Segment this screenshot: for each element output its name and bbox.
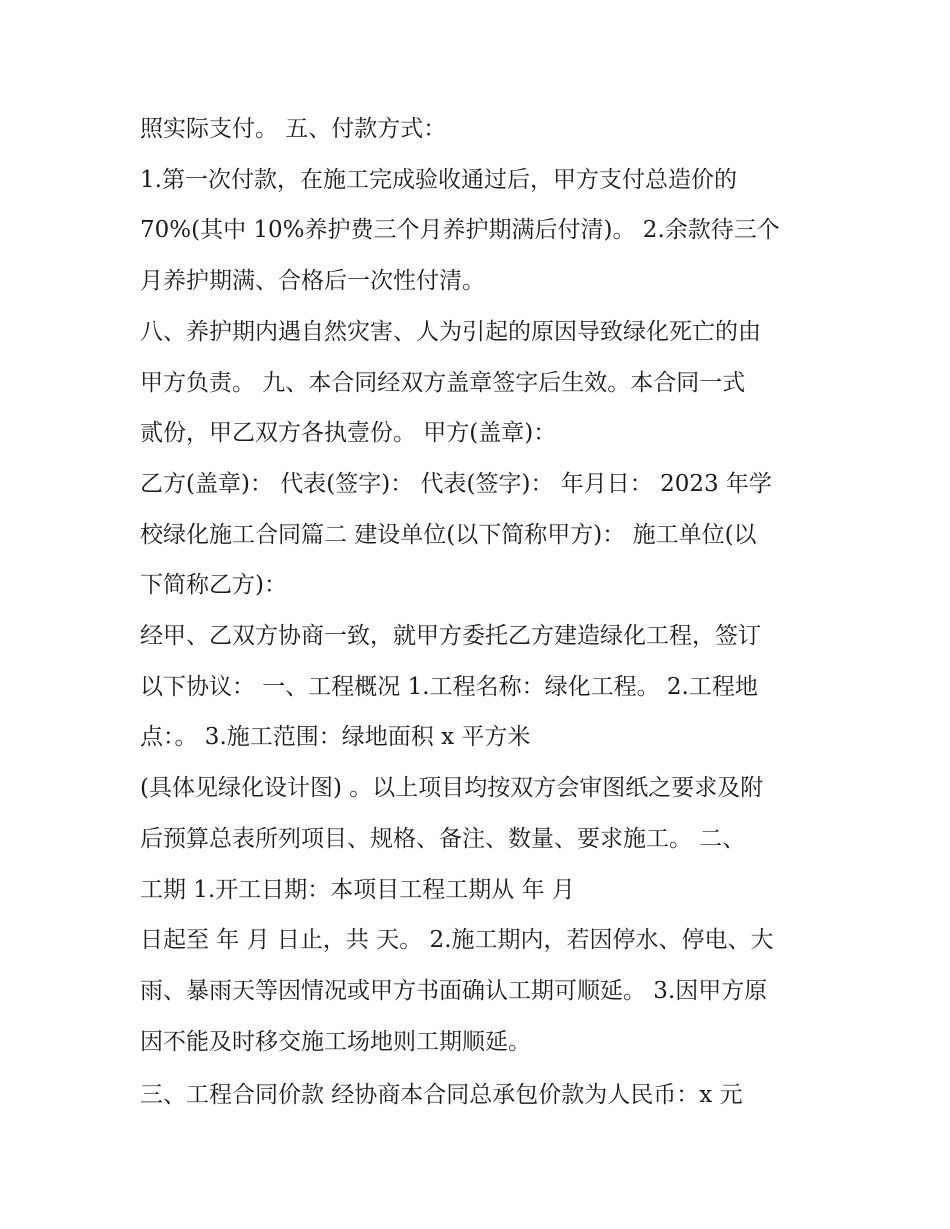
text-line: 校绿化施工合同篇二 建设单位(以下简称甲方)： 施工单位(以 bbox=[140, 522, 757, 548]
text-line: 经甲、乙双方协商一致，就甲方委托乙方建造绿化工程，签订 bbox=[140, 623, 761, 649]
text-line: 贰份，甲乙双方各执壹份。 甲方(盖章)： bbox=[140, 420, 557, 446]
text-line: 70%(其中 10%养护费三个月养护期满后付清)。 2.余款待三个 bbox=[140, 217, 780, 243]
text-line: 1.第一次付款，在施工完成验收通过后，甲方支付总造价的 bbox=[140, 167, 737, 193]
text-line: 三、工程合同价款 经协商本合同总承包价款为人民币：x 元 bbox=[140, 1082, 743, 1108]
text-line: 雨、暴雨天等因情况或甲方书面确认工期可顺延。 3.因甲方原 bbox=[140, 978, 768, 1004]
text-line: 乙方(盖章)： 代表(签字)： 代表(签字)： 年月日： 2023 年学 bbox=[140, 471, 772, 497]
text-line: 月养护期满、合格后一次性付清。 bbox=[140, 268, 485, 294]
text-line: 后预算总表所列项目、规格、备注、数量、要求施工。 二、 bbox=[140, 826, 746, 852]
text-line: 甲方负责。 九、本合同经双方盖章签字后生效。本合同一式 bbox=[140, 370, 746, 396]
text-line: 日起至 年 月 日止，共 天。 2.施工期内，若因停水、停电、大 bbox=[140, 927, 774, 953]
text-line: 八、养护期内遇自然灾害、人为引起的原因导致绿化死亡的由 bbox=[140, 319, 761, 345]
text-line: 点：。 3.施工范围：绿地面积 x 平方米 bbox=[140, 724, 531, 750]
text-line: 因不能及时移交施工场地则工期顺延。 bbox=[140, 1029, 531, 1055]
text-line: (具体见绿化设计图) 。以上项目均按双方会审图纸之要求及附 bbox=[140, 775, 764, 801]
text-line: 下简称乙方)： bbox=[140, 572, 287, 598]
text-line: 工期 1.开工日期：本项目工程工期从 年 月 bbox=[140, 877, 575, 903]
text-line: 照实际支付。 五、付款方式： bbox=[140, 116, 447, 142]
text-line: 以下协议： 一、工程概况 1.工程名称：绿化工程。 2.工程地 bbox=[140, 674, 758, 700]
